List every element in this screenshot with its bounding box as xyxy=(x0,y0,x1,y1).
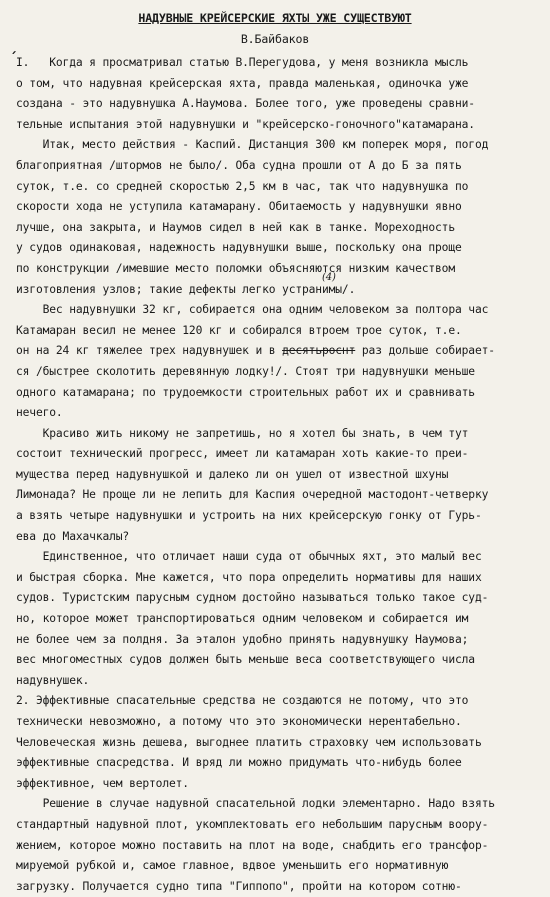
line-text: не более чем за полдня. За эталон удобно принять надувнушку Наумова; xyxy=(16,632,469,646)
line-text: создана - это надувнушка А.Наумова. Более того, уже проведены сравни- xyxy=(16,97,475,111)
text-line xyxy=(16,156,542,177)
line-text-tail: раз дольше собирает- xyxy=(355,344,495,358)
line-text: Человеческая жизнь дешева, выгоднее платить страховку чем использовать xyxy=(16,735,482,749)
line-text: надувнушек. xyxy=(16,673,90,687)
handwritten-note: (4) xyxy=(322,272,336,283)
text-line xyxy=(16,177,542,198)
line-text: нечего. xyxy=(16,406,63,420)
text-line xyxy=(16,300,542,321)
line-text: вес многоместных судов должен быть меньше веса соответствующего числа xyxy=(16,653,475,667)
text-line xyxy=(16,197,542,218)
text-line xyxy=(16,527,542,548)
text-line xyxy=(16,733,542,754)
line-text: тельные испытания этой надувнушки и "крейсерско-гоночного"катамарана. xyxy=(16,117,475,131)
line-text: жением, которое можно поставить на плот на воде, снабдить его трансфор- xyxy=(16,838,489,852)
line-text: Итак, место действия - Каспий. Дистанция 300 км поперек моря, погод xyxy=(16,138,489,152)
text-line xyxy=(16,836,542,857)
text-line xyxy=(16,774,542,795)
text-line xyxy=(16,568,542,589)
line-text: состоит технический прогресс, имеет ли катамаран хоть какие-то преи- xyxy=(16,447,469,461)
line-text: мируемой рубкой и, самое главное, вдвое уменьшить его нормативную xyxy=(16,859,449,873)
line-text: и быстрая сборка. Мне кажется, что пора определить нормативы для наших xyxy=(16,570,482,584)
text-line xyxy=(16,403,542,424)
line-text: технически невозможно, а потому что это экономически нерентабельно. xyxy=(16,715,462,728)
document-title: НАДУВНЫЕ КРЕЙСЕРСКИЕ ЯХТЫ УЖЕ СУЩЕСТВУЮТ xyxy=(138,11,412,25)
line-text: ся /быстрее сколотить деревянную лодку!/. Стоят три надувнушки меньше xyxy=(16,364,475,378)
text-line xyxy=(16,712,542,733)
line-text: о том, что надувная крейсерская яхта, правда маленькая, одиночка уже xyxy=(16,76,469,90)
line-text: лучше, она закрыта, и Наумов сидел в ней как в танке. Мореходность xyxy=(16,220,455,234)
text-line xyxy=(16,588,542,609)
text-line xyxy=(16,630,542,651)
text-line xyxy=(16,753,542,774)
line-text: Катамаран весил не менее 120 кг и собирался втроем трое суток, т.е. xyxy=(16,323,462,337)
line-text: судов. Туристским парусным судном достойно называться только такое суд- xyxy=(16,591,489,605)
text-line xyxy=(16,856,542,877)
line-text: мущества перед надувнушкой и далеко ли он ушел от известной шхуны xyxy=(16,467,449,481)
text-line xyxy=(16,444,542,465)
document-body xyxy=(16,53,542,897)
line-text: 2. Эффективные спасательные средства не создаются не потому, что это xyxy=(16,694,469,708)
text-line xyxy=(16,280,542,301)
line-text: одного катамарана; по трудоемкости строительных работ их и сравнивать xyxy=(16,385,475,399)
line-text: по конструкции /имевшие место поломки объясняются низким качеством xyxy=(16,261,455,275)
line-text: он на 24 кг тяжелее трех надувнушек и в xyxy=(16,344,283,358)
text-line xyxy=(16,115,542,136)
line-text: Решение в случае надувной спасательной лодки элементарно. Надо взять xyxy=(16,797,495,811)
line-text: а взять четыре надувнушки и устроить на них крейсерскую гонку от Гурь- xyxy=(16,509,482,523)
text-line xyxy=(16,424,542,445)
line-text: загрузку. Получается судно типа "Гиппопо", пройти на котором сотню- xyxy=(16,879,462,893)
text-line xyxy=(16,238,542,259)
text-line xyxy=(16,815,542,836)
text-line xyxy=(16,506,542,527)
text-line xyxy=(16,135,542,156)
line-text: Единственное, что отличает наши суда от обычных яхт, это малый вес xyxy=(16,550,482,564)
text-line xyxy=(16,74,542,95)
text-line xyxy=(16,609,542,630)
text-line xyxy=(16,259,542,280)
text-line xyxy=(16,650,542,671)
line-text: скорости хода не уступила катамарану. Обитаемость у надувнушки явно xyxy=(16,200,462,214)
line-text: изготовления узлов; такие дефекты легко устранимы/. xyxy=(16,282,356,296)
line-text: стандартный надувной плот, укомплектовать его небольшим парусным воору- xyxy=(16,817,489,831)
line-text: суток, т.е. со средней скоростью 2,5 км в час, так что надувнушка по xyxy=(16,179,469,193)
line-text: Лимонада? Не проще ли не лепить для Каспия очередной мастодонт-четверку xyxy=(16,488,489,502)
line-text: Красиво жить никому не запретишь, но я хотел бы знать, в чем тут xyxy=(16,426,469,440)
text-line xyxy=(16,53,542,74)
struck-word: десятьроснт xyxy=(282,344,356,358)
text-line xyxy=(16,465,542,486)
document-author: В.Байбаков xyxy=(240,32,310,46)
line-text: благоприятная /штормов не было/. Оба судна прошли от А до Б за пять xyxy=(16,158,462,172)
line-text: эффективные спасредства. И вряд ли можно придумать что-нибудь более xyxy=(16,756,462,770)
line-text: Вес надувнушки 32 кг, собирается она одним человеком за полтора час xyxy=(16,303,489,317)
line-text: эффективное, чем вертолет. xyxy=(16,776,189,790)
text-line xyxy=(16,691,542,712)
text-line xyxy=(16,671,542,692)
text-line xyxy=(16,362,542,383)
text-line xyxy=(16,218,542,239)
text-line xyxy=(16,547,542,568)
margin-mark: ´ xyxy=(9,51,18,67)
text-line xyxy=(16,877,542,897)
text-line xyxy=(16,321,542,342)
line-text: но, которое может транспортироваться одним человеком и собирается им xyxy=(16,612,469,626)
text-line xyxy=(16,485,542,506)
line-text: ева до Махачкалы? xyxy=(16,529,130,543)
line-text: I. Когда я просматривал статью В.Перегудова, у меня возникла мысль xyxy=(16,56,469,69)
text-line xyxy=(16,341,542,362)
line-text: у судов одинаковая, надежность надувнушки выше, поскольку она проще xyxy=(16,241,462,255)
text-line xyxy=(16,383,542,404)
text-line xyxy=(16,794,542,815)
text-line xyxy=(16,94,542,115)
